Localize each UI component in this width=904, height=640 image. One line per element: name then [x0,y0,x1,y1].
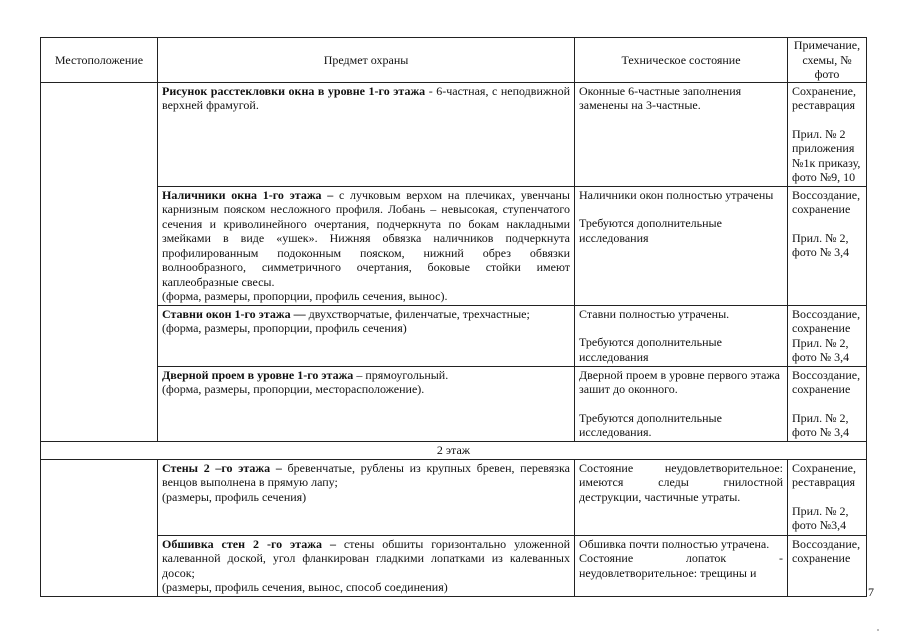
table-row [41,186,867,305]
subject-cell [158,186,575,305]
state-text: Наличники окон полностью утрачены [579,187,774,202]
note-action: Сохранение, реставрация [792,83,856,112]
table-row [41,535,867,596]
subject-title: Ставни окон 1-го этажа — [162,306,306,321]
protection-subject-table [40,37,867,597]
subject-text: двухстворчатые, филенчатые, трехчастные; [305,306,530,321]
note-reference: Прил. № 2, фото №3,4 [792,503,849,532]
state-cell [575,82,788,186]
note-cell [788,459,867,535]
subject-cell [158,305,575,366]
location-cell [41,459,158,596]
state-cell [575,186,788,305]
header-note: Примечание, схемы, № фото [788,38,867,83]
state-text: Дверной проем в уровне первого этажа зашит до оконного. [579,367,780,396]
header-technical-state: Техническое состояние [575,38,788,83]
subject-params: (форма, размеры, пропорции, месторасположение). [162,382,425,396]
subject-title: Рисунок расстекловки окна в уровне 1-го этажа [162,83,426,98]
note-cell [788,366,867,441]
subject-text: стены обшиты горизонтально уложенной калеванной доской, угол фланкирован гладкими лопатками из калеванных досок; [162,536,570,580]
subject-text: – прямоугольный. [353,367,449,382]
subject-title: Дверной проем в уровне 1-го этажа [162,367,354,382]
state-text-2: Требуются дополнительные исследования [579,335,722,364]
note-reference: Прил. № 2, фото № 3,4 [792,335,850,364]
note-cell [788,186,867,305]
subject-cell [158,459,575,535]
state-cell [575,305,788,366]
subject-params: (форма, размеры, пропорции, профиль сечения, вынос). [162,289,448,303]
note-reference: Прил. № 2 приложения №1к приказу, фото №9, 10 [792,126,861,184]
subject-params: (размеры, профиль сечения) [162,489,307,504]
subject-title: Стены 2 –го этажа – [162,460,282,475]
note-reference: Прил. № 2, фото № 3,4 [792,410,850,439]
note-reference: Прил. № 2, фото № 3,4 [792,230,850,259]
subject-title: Наличники окна 1-го этажа – [162,187,334,202]
state-text-2: Требуются дополнительные исследования [579,216,722,245]
header-location: Местоположение [41,38,158,83]
section-title: 2 этаж [41,441,867,459]
table-row [41,459,867,535]
subject-cell [158,82,575,186]
location-cell [41,82,158,441]
state-text: Оконные 6-частные заполнения заменены на 3-частные. [579,83,742,112]
subject-cell [158,366,575,441]
state-cell [575,366,788,441]
section-row [41,441,867,459]
page-number: 7 [868,585,874,599]
table-row [41,305,867,366]
note-action: Сохранение, реставрация [792,460,856,489]
note-cell [788,305,867,366]
state-text: Обшивка почти полностью утрачена. [579,536,770,551]
scan-speck [877,629,879,631]
state-text: Ставни полностью утрачены. [579,306,730,321]
note-action: Воссоздание, сохранение [792,306,861,335]
subject-text: с лучковым верхом на плечиках, увенчаны карнизным пояском несложного профиля. Лобань – невысокая, ступенчатого сечения и криволинейного очертания, подчеркнута по бокам накладными змейками в виде «ушек». Нижняя обвязка наличников подчеркнута профилированным подоконным пояском, нижний обрез обвязки волнообразного, симметричного очертания, боковые стойки имеют каплеобразные свесы. [162,187,570,289]
note-action: Воссоздание, сохранение [792,536,861,565]
table-row [41,82,867,186]
subject-text: бревенчатые, рублены из крупных бревен, перевязка венцов выполнена в прямую лапу; [162,460,570,489]
note-action: Воссоздание, сохранение [792,367,861,396]
subject-cell [158,535,575,596]
state-cell [575,459,788,535]
header-subject: Предмет охраны [158,38,575,83]
state-text-2: Требуются дополнительные исследования. [579,410,722,439]
note-cell [788,535,867,596]
subject-params: (размеры, профиль сечения, вынос, способ соединения) [162,580,448,594]
subject-title: Обшивка стен 2 -го этажа – [162,536,336,551]
state-cell [575,535,788,596]
state-text-2: Состояние лопаток - неудовлетворительное: трещины и [579,551,783,580]
table-header-row [41,38,867,83]
subject-params: (форма, размеры, пропорции, профиль сечения) [162,321,407,335]
table-row [41,366,867,441]
note-cell [788,82,867,186]
state-text: Состояние неудовлетворительное: имеются следы гнилостной деструкции, частичные утраты. [579,460,783,504]
subject-text: - 6-частная, с неподвижной верхней фрамугой. [162,83,571,112]
note-action: Воссоздание, сохранение [792,187,861,216]
